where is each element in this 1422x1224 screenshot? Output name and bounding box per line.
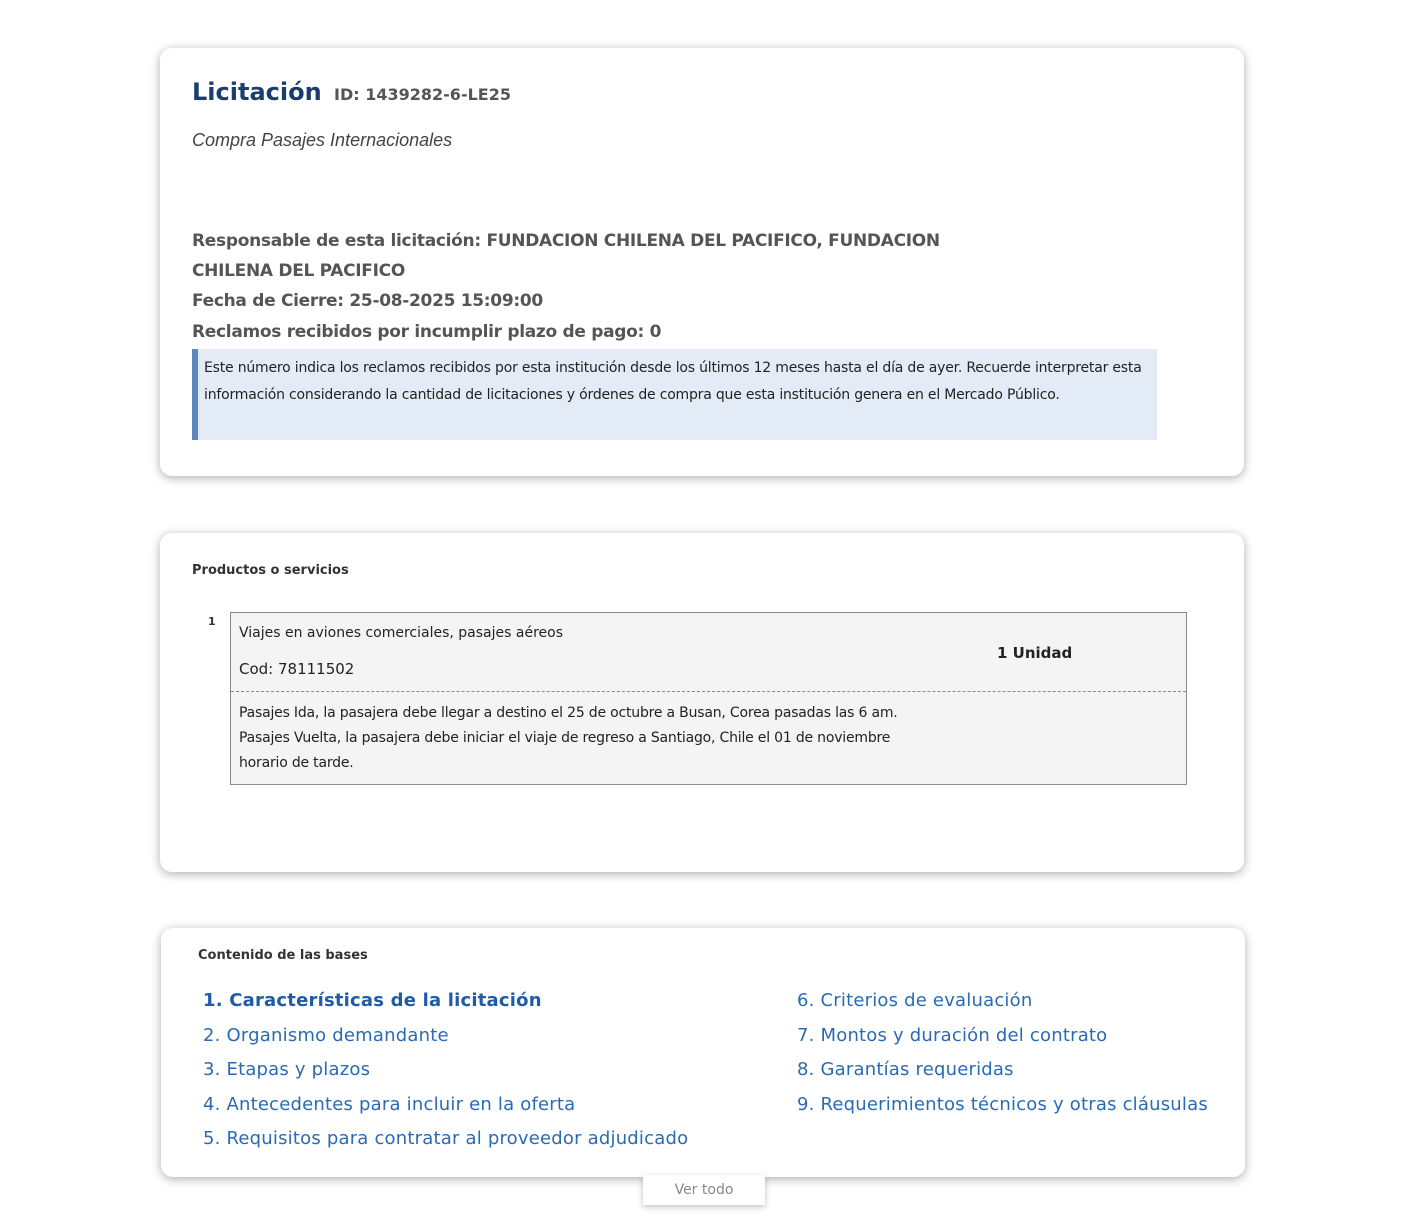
complaints-note: Este número indica los reclamos recibidos por esta institución desde los últimos 12 meses hasta el día de ayer. Recuerde interpretar esta información considerando la cantidad de licitaciones y órdenes de compra que esta institución genera en el Mercado Público. (192, 349, 1157, 440)
ver-todo-button[interactable]: Ver todo (643, 1175, 765, 1205)
product-description-line: Pasajes Vuelta, la pasajera debe iniciar el viaje de regreso a Santiago, Chile el 01 de noviembre (239, 730, 891, 746)
products-section-label: Productos o servicios (192, 563, 349, 578)
product-name: Viajes en aviones comerciales, pasajes aéreos (239, 625, 563, 641)
responsable-info (192, 226, 952, 286)
tender-id: ID: 1439282-6-LE25 (334, 85, 511, 104)
closing-date: Fecha de Cierre: 25-08-2025 15:09:00 (192, 291, 543, 311)
bases-link-antecedentes[interactable]: 4. Antecedentes para incluir en la oferta (203, 1093, 576, 1115)
bases-section-label: Contenido de las bases (198, 948, 368, 963)
bases-link-criterios[interactable]: 6. Criterios de evaluación (797, 990, 1033, 1011)
product-description (239, 701, 898, 776)
bases-link-organismo[interactable]: 2. Organismo demandante (203, 1024, 449, 1046)
title-text: Licitación (192, 78, 322, 106)
product-description-line: horario de tarde. (239, 755, 354, 771)
bases-link-etapas[interactable]: 3. Etapas y plazos (203, 1059, 371, 1080)
bases-links-right (797, 988, 1208, 1126)
complaints-count: Reclamos recibidos por incumplir plazo de pago: 0 (192, 322, 662, 342)
bases-link-caracteristicas[interactable]: 1. Características de la licitación (203, 990, 542, 1011)
bases-links-left (203, 988, 688, 1161)
bases-link-requisitos[interactable]: 5. Requisitos para contratar al proveedor adjudicado (203, 1128, 689, 1149)
product-quantity: 1 Unidad (997, 644, 1073, 662)
product-summary (231, 613, 1186, 692)
bases-card (161, 928, 1245, 1177)
responsable-line-2: CHILENA DEL PACIFICO (192, 261, 405, 281)
bases-link-garantias[interactable]: 8. Garantías requeridas (797, 1059, 1014, 1080)
product-description-line: Pasajes Ida, la pasajera debe llegar a destino el 25 de octubre a Busan, Corea pasadas las 6 am. (239, 705, 898, 721)
bases-link-requerimientos[interactable]: 9. Requerimientos técnicos y otras cláusulas (797, 1093, 1208, 1115)
product-item-number: 1 (208, 615, 216, 628)
responsable-line-1: Responsable de esta licitación: FUNDACION CHILENA DEL PACIFICO, FUNDACION (192, 231, 940, 251)
products-card (160, 533, 1244, 872)
bases-link-montos[interactable]: 7. Montos y duración del contrato (797, 1024, 1108, 1046)
page-title (192, 78, 511, 106)
tender-subtitle: Compra Pasajes Internacionales (192, 130, 453, 150)
product-item (230, 612, 1187, 785)
tender-header-card (160, 48, 1244, 476)
product-code: Cod: 78111502 (239, 660, 355, 678)
